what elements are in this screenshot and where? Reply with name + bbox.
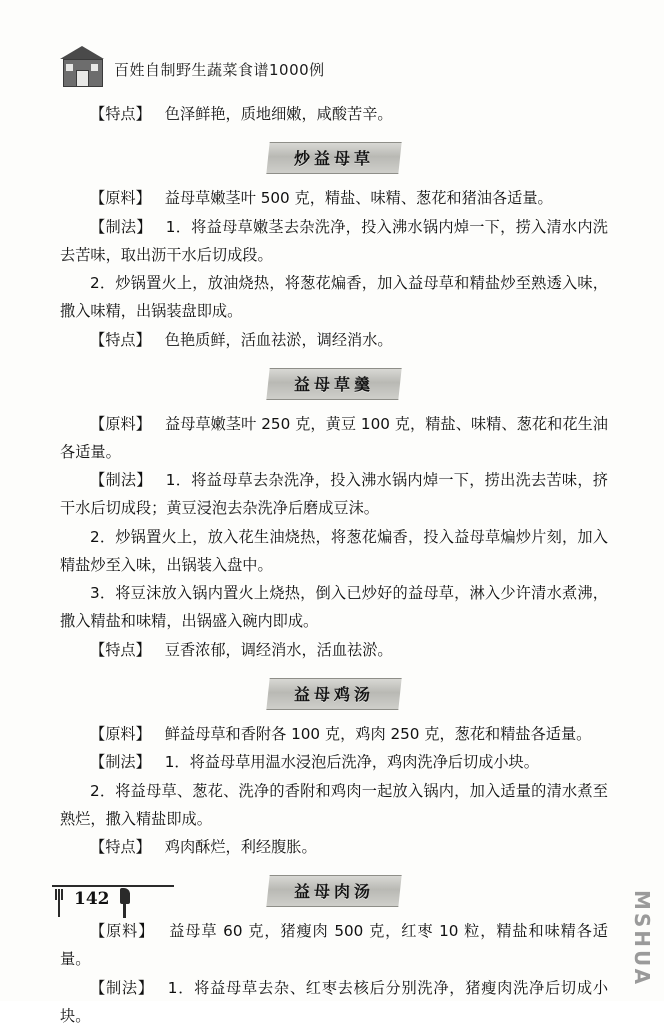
feature-label: 【特点】	[90, 838, 151, 856]
feature-text: 色泽鲜艳，质地细嫩，咸酸苦辛。	[164, 105, 393, 123]
paragraph-method-1-step2	[60, 579, 608, 635]
ingredients-label: 【原料】	[90, 189, 151, 207]
method-step: 1．将益母草去杂洗净，投入沸水锅内焯一下，捞出洗去苦味，挤干水后切成段；黄豆浸泡去杂洗净后磨成豆沫。	[60, 471, 608, 517]
ingredients-label: 【原料】	[90, 922, 155, 940]
fork-icon	[55, 889, 64, 917]
method-label: 【制法】	[90, 753, 151, 771]
ingredients-text: 益母草嫩茎叶 500 克，精盐、味精、葱花和猪油各适量。	[164, 189, 553, 207]
paragraph-method-0-step1	[60, 269, 608, 325]
paragraph-feature-0	[60, 326, 608, 354]
paragraph-feature-1	[60, 636, 608, 664]
feature-label: 【特点】	[90, 105, 151, 123]
method-step: 2．炒锅置火上，放入花生油烧热，将葱花煸香，投入益母草煸炒片刻，加入精盐炒至入味，出锅装入盘中。	[60, 527, 608, 574]
feature-text: 色艳质鲜，活血祛淤，调经消水。	[164, 330, 393, 349]
feature-text: 鸡肉酥烂，利经腹胀。	[164, 838, 317, 856]
recipe-title-2	[60, 678, 608, 710]
paragraph-feature-2	[60, 833, 608, 861]
page-header	[58, 42, 618, 86]
ingredients-label: 【原料】	[90, 414, 151, 433]
ingredients-text: 鲜益母草和香附各 100 克，鸡肉 250 克，葱花和精盐各适量。	[164, 724, 592, 743]
recipe-title-text: 益母肉汤	[294, 882, 375, 901]
method-label: 【制法】	[90, 217, 152, 236]
footer-rule	[52, 885, 174, 887]
feature-label: 【特点】	[90, 640, 151, 659]
paragraph-method-2-step1	[60, 777, 608, 833]
method-step: 3．将豆沫放入锅内置火上烧热，倒入已炒好的益母草，淋入少许清水煮沸，撒入精盐和味精，出锅盛入碗内即成。	[60, 584, 608, 630]
method-step: 2．将益母草、葱花、洗净的香附和鸡肉一起放入锅内，加入适量的清水煮至熟烂，撒入精盐即成。	[60, 781, 608, 828]
feature-text: 豆香浓郁，调经消水，活血祛淤。	[164, 640, 393, 659]
recipe-title-text: 益母鸡汤	[294, 684, 375, 704]
page-number: 142	[74, 889, 110, 909]
ingredients-label: 【原料】	[90, 724, 151, 743]
paragraph-method-0	[60, 213, 608, 269]
recipe-title-0	[60, 142, 608, 174]
paragraph-ingredients-0	[60, 184, 608, 212]
recipe-title-text: 益母草羹	[294, 374, 375, 394]
paragraph-method-1	[60, 466, 608, 522]
ingredients-text: 益母草嫩茎叶 250 克，黄豆 100 克，精盐、味精、葱花和花生油各适量。	[60, 414, 608, 461]
house-icon	[58, 44, 106, 86]
paragraph-method-1-step1	[60, 523, 608, 579]
paragraph-ingredients-2	[60, 720, 608, 748]
book-title: 百姓自制野生蔬菜食谱1000例	[114, 61, 325, 79]
watermark: MSHUA	[630, 889, 654, 987]
method-step: 2．炒锅置火上，放油烧热，将葱花煸香，加入益母草和精盐炒至熟透入味，撒入味精，出锅装盘即成。	[60, 274, 608, 320]
method-step: 1．将益母草嫩茎去杂洗净，投入沸水锅内焯一下，捞入清水内洗去苦味，取出沥干水后切成段。	[60, 217, 608, 264]
knife-icon	[120, 888, 134, 918]
method-step: 1．将益母草去杂、红枣去核后分别洗净，猪瘦肉洗净后切成小块。	[60, 978, 609, 1025]
paragraph-feature-top	[60, 100, 608, 128]
paragraph-ingredients-3	[60, 917, 608, 973]
paragraph-method-2	[60, 748, 608, 776]
paragraph-method-3	[60, 974, 608, 1030]
page-footer	[52, 883, 192, 923]
recipe-title-text: 炒益母草	[294, 149, 375, 168]
method-label: 【制法】	[90, 471, 152, 489]
feature-label: 【特点】	[90, 330, 151, 349]
method-step: 1．将益母草用温水浸泡后洗净，鸡肉洗净后切成小块。	[164, 753, 539, 771]
paragraph-ingredients-1	[60, 410, 608, 466]
recipe-title-1	[60, 368, 608, 400]
ingredients-text: 益母草 60 克，猪瘦肉 500 克，红枣 10 粒，精盐和味精各适量。	[60, 922, 608, 968]
method-label: 【制法】	[90, 978, 154, 997]
